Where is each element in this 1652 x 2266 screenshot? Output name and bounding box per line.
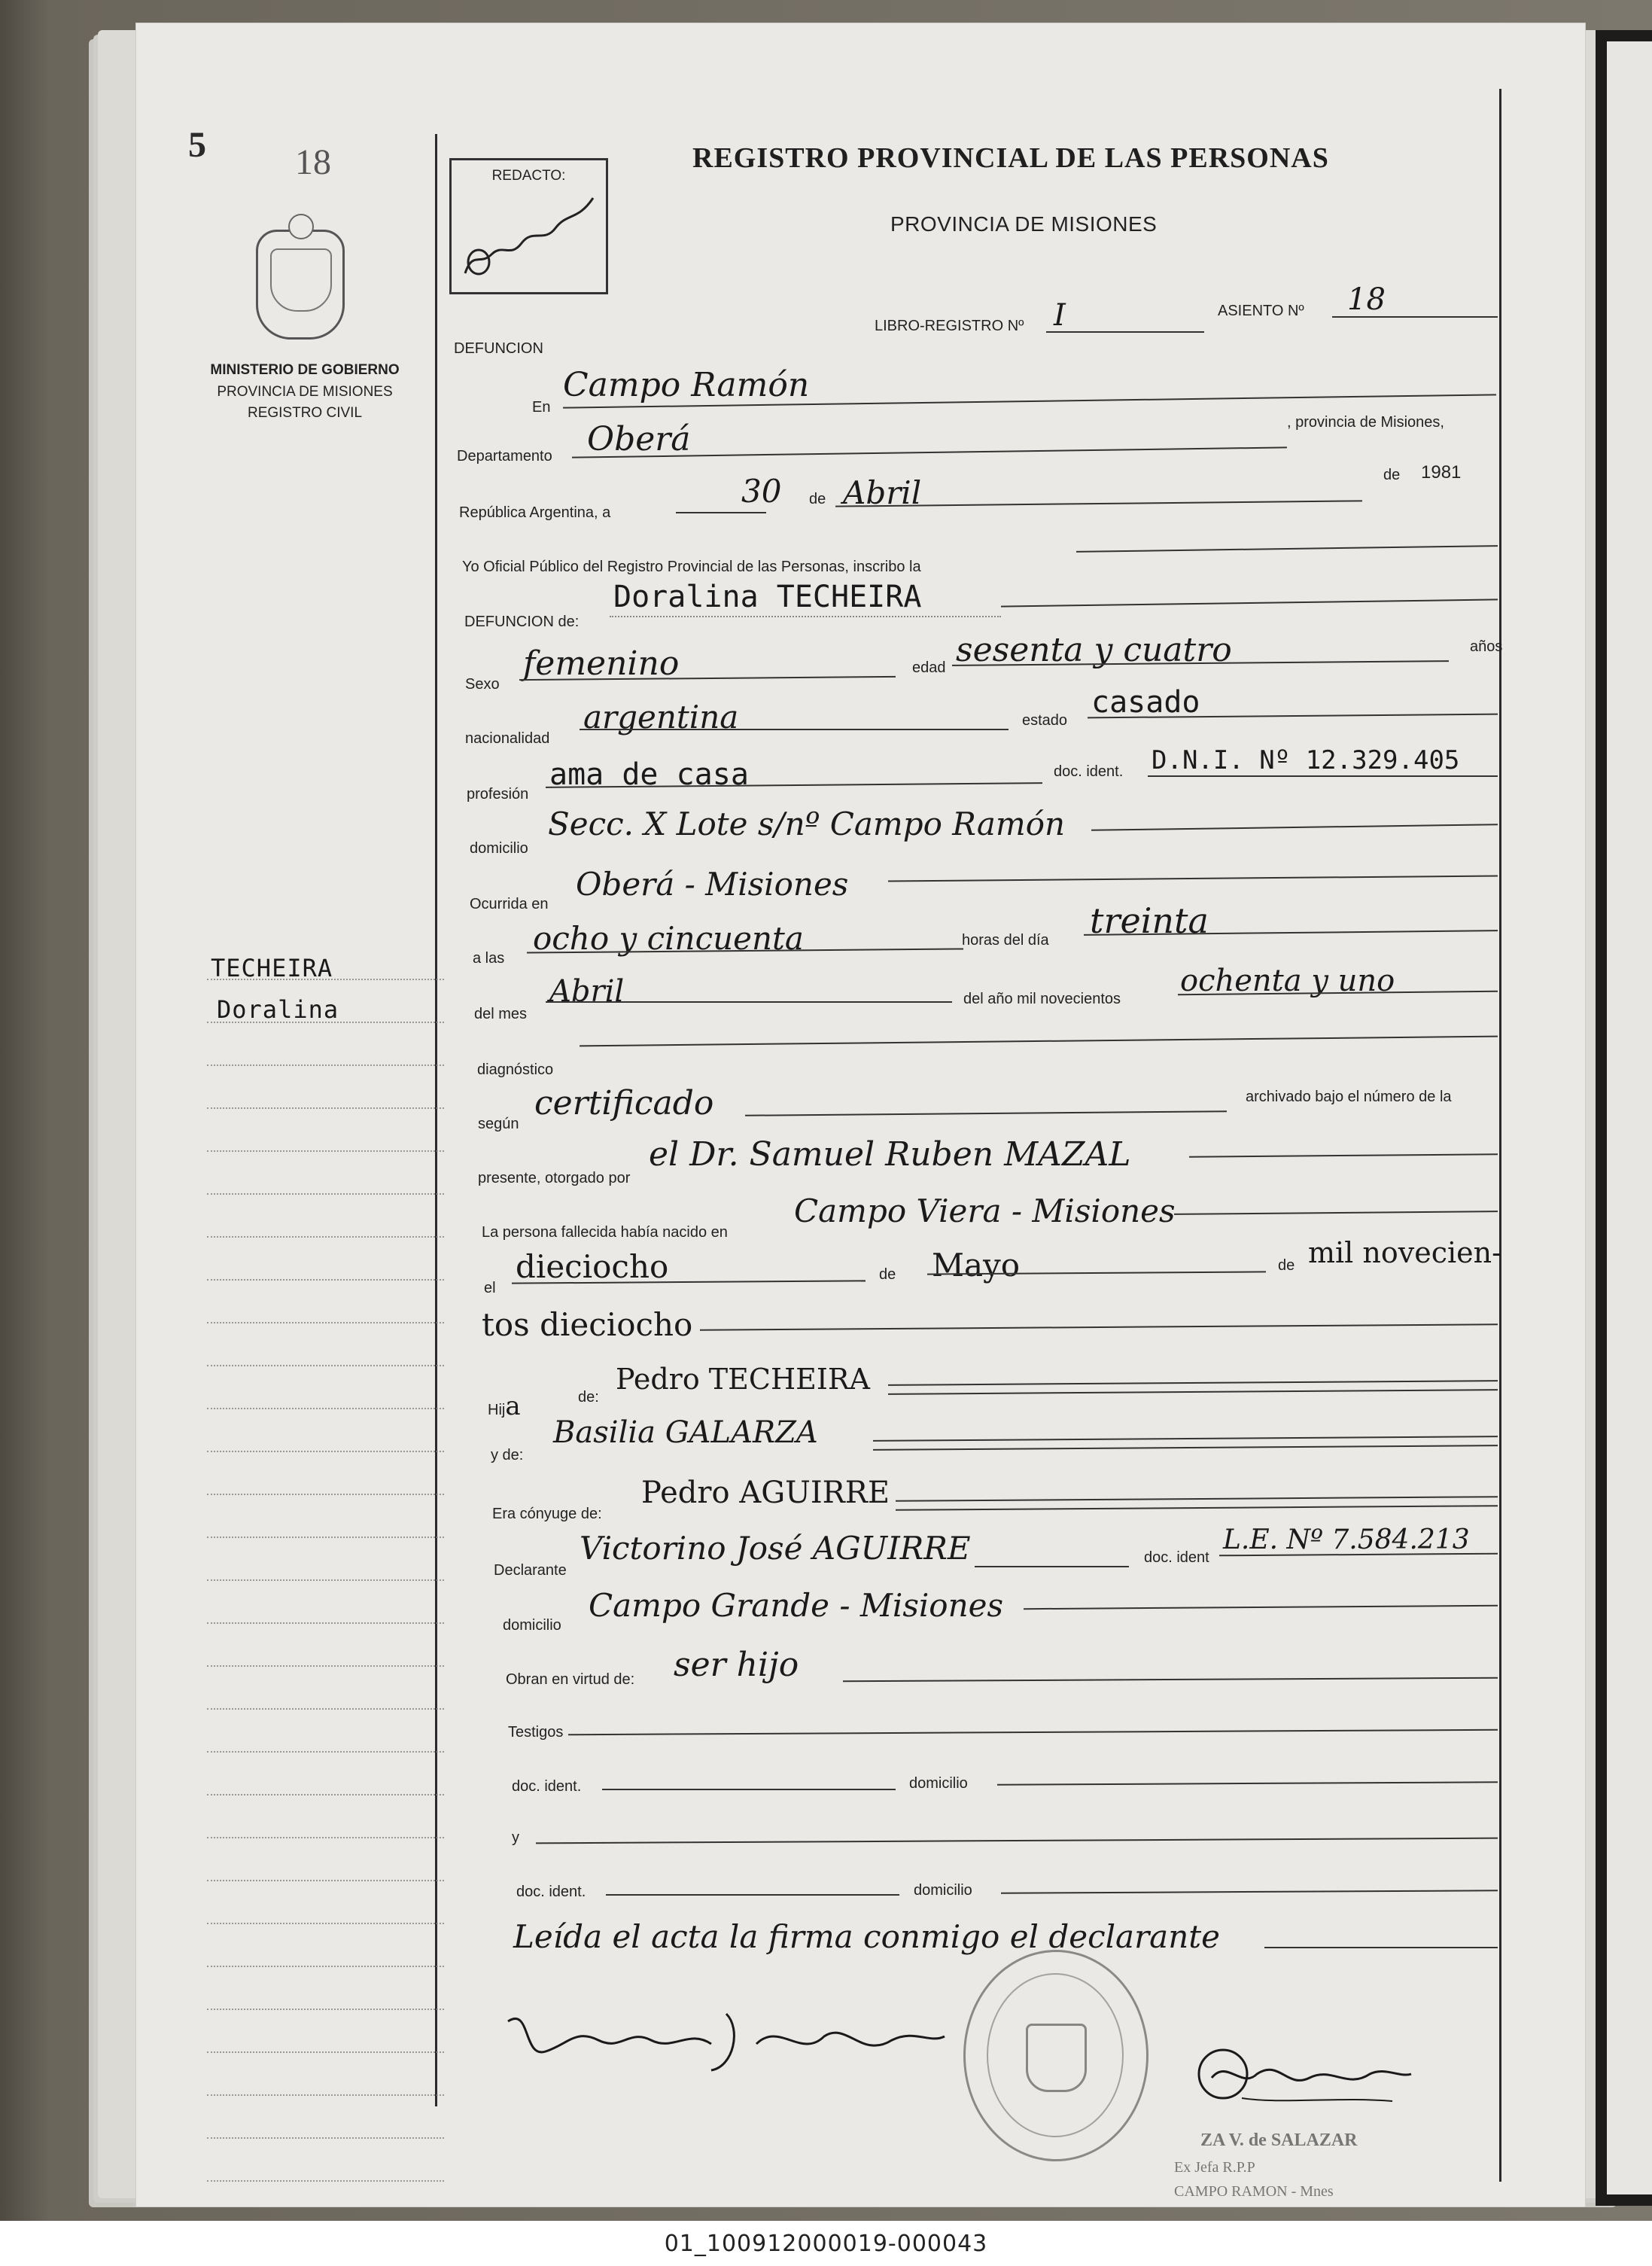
coat-of-arms-icon xyxy=(256,230,345,340)
margin-rule-line xyxy=(207,1708,444,1710)
departamento-value: Oberá xyxy=(587,420,691,458)
fecha-anio: 1981 xyxy=(1421,462,1462,483)
nacionalidad-line xyxy=(580,729,1009,730)
segun-value: certificado xyxy=(534,1084,714,1122)
asiento-label: ASIENTO Nº xyxy=(1218,303,1304,319)
padre-value: Pedro TECHEIRA xyxy=(616,1363,870,1396)
margin-rule-line xyxy=(207,1923,444,1924)
margin-rule-line xyxy=(207,1022,444,1023)
republica-label: República Argentina, a xyxy=(459,504,611,521)
presente-value: el Dr. Samuel Ruben MAZAL xyxy=(649,1135,1131,1174)
nacionalidad-value: argentina xyxy=(583,699,739,736)
asiento-value: 18 xyxy=(1347,282,1386,317)
margin-rule-line xyxy=(207,1365,444,1366)
hija-label xyxy=(488,1391,521,1421)
margin-rule-line xyxy=(207,1236,444,1238)
stamp-role: Ex Jefa R.P.P xyxy=(1174,2159,1255,2176)
delmes-line xyxy=(546,1001,952,1003)
margin-rule-line xyxy=(207,2180,444,2182)
image-caption: 01_100912000019-000043 xyxy=(664,2230,988,2257)
margin-rule-line xyxy=(207,1494,444,1495)
testigo1-doc-label: doc. ident. xyxy=(512,1778,582,1795)
document-subtitle: PROVINCIA DE MISIONES xyxy=(890,212,1158,236)
margin-rule-line xyxy=(207,1579,444,1581)
estado-value: casado xyxy=(1091,685,1200,720)
doc-label: doc. ident. xyxy=(1054,763,1124,780)
ministry-block xyxy=(188,360,421,425)
declarante-signature-icon xyxy=(500,1999,952,2082)
margin-rule-line xyxy=(207,1322,444,1323)
anio-letras-value: ochenta y uno xyxy=(1180,964,1395,998)
decl-dom-value: Campo Grande - Misiones xyxy=(589,1587,1004,1624)
official-stamp-icon xyxy=(963,1950,1148,2161)
margin-rule-line xyxy=(207,1837,444,1838)
margin-rule-line xyxy=(207,1537,444,1538)
margin-rule-line xyxy=(207,1193,444,1195)
obran-value: ser hijo xyxy=(674,1646,799,1684)
provincia-label: , provincia de Misiones, xyxy=(1287,414,1444,431)
oficial-text: Yo Oficial Público del Registro Provincial de las Personas, inscribo la xyxy=(462,559,921,575)
margin-rule-line xyxy=(207,1107,444,1109)
anios-label: años xyxy=(1470,638,1503,655)
nacido-label: La persona fallecida había nacido en xyxy=(482,1224,728,1241)
margin-rule-line xyxy=(207,2137,444,2139)
nac-anio-value-2: tos dieciocho xyxy=(482,1306,693,1343)
ministry-registry: REGISTRO CIVIL xyxy=(247,405,363,421)
conyuge-label: Era cónyuge de: xyxy=(492,1506,602,1522)
defuncion-label: DEFUNCION de: xyxy=(464,614,580,630)
hija-de-label: de: xyxy=(578,1389,599,1406)
margin-rule-line xyxy=(207,1622,444,1624)
margin-rule-line xyxy=(207,2094,444,2096)
nac-de-label: de xyxy=(879,1266,896,1283)
en-value: Campo Ramón xyxy=(563,366,810,404)
redacto-box xyxy=(449,158,608,294)
testigo2-doc-line xyxy=(606,1894,899,1896)
document-title: REGISTRO PROVINCIAL DE LAS PERSONAS xyxy=(692,142,1329,174)
testigo1-doc-line xyxy=(602,1789,896,1790)
folio-number: 18 xyxy=(295,142,331,182)
folio-stamp: 5 xyxy=(188,125,206,165)
stamp-name: ZA V. de SALAZAR xyxy=(1200,2130,1358,2150)
domicilio-label: domicilio xyxy=(470,840,528,857)
hija-suffix: a xyxy=(505,1391,521,1421)
stamp-place: CAMPO RAMON - Mnes xyxy=(1174,2183,1334,2200)
next-page-edge xyxy=(1607,41,1652,2194)
margin-given-name: Doralina xyxy=(217,995,339,1024)
domicilio-value: Secc. X Lote s/nº Campo Ramón xyxy=(548,806,1066,842)
margin-rule xyxy=(435,134,437,2106)
declarante-value: Victorino José AGUIRRE xyxy=(580,1530,971,1567)
ministry-province: PROVINCIA DE MISIONES xyxy=(217,383,393,400)
caption-bar xyxy=(0,2221,1652,2266)
sexo-label: Sexo xyxy=(465,676,500,693)
margin-rule-line xyxy=(207,1966,444,1967)
margin-rule-line xyxy=(207,2051,444,2053)
margin-rule-line xyxy=(207,1408,444,1409)
y-label: y xyxy=(512,1829,519,1846)
libro-value: I xyxy=(1054,298,1066,333)
margin-rule-line xyxy=(207,1064,444,1066)
margin-rule-line xyxy=(207,1150,444,1152)
decl-doc-value: L.E. Nº 7.584.213 xyxy=(1223,1524,1470,1555)
profesion-label: profesión xyxy=(467,786,529,803)
margin-rule-line xyxy=(207,2009,444,2010)
diagnostico-label: diagnóstico xyxy=(477,1061,554,1078)
redacto-label: REDACTO: xyxy=(491,168,566,184)
archivado-label: archivado bajo el número de la xyxy=(1246,1089,1452,1105)
cierre-text: Leída el acta la firma conmigo el declarante xyxy=(513,1918,1220,1955)
delmes-label: del mes xyxy=(474,1006,528,1022)
libro-line xyxy=(1046,331,1204,333)
margin-surname: TECHEIRA xyxy=(211,954,333,982)
nac-de-label-2: de xyxy=(1278,1257,1295,1274)
yde-label: y de: xyxy=(491,1447,524,1463)
sexo-value: femenino xyxy=(523,644,680,683)
margin-rule-line xyxy=(207,1751,444,1753)
edad-label: edad xyxy=(912,659,946,676)
segun-label: según xyxy=(478,1116,519,1132)
testigo2-doc-label: doc. ident. xyxy=(516,1884,586,1900)
madre-value: Basilia GALARZA xyxy=(553,1415,818,1450)
estado-label: estado xyxy=(1022,712,1068,729)
presente-label: presente, otorgado por xyxy=(478,1170,631,1186)
redacto-signature-icon xyxy=(458,190,601,281)
right-rule xyxy=(1499,89,1501,2182)
delmes-value: Abril xyxy=(549,974,625,1009)
edad-value: sesenta y cuatro xyxy=(956,631,1232,669)
cierre-line xyxy=(1264,1947,1498,1948)
fecha-mes: Abril xyxy=(843,474,922,511)
testigos-label: Testigos xyxy=(508,1724,564,1741)
type-label: DEFUNCION xyxy=(454,340,543,357)
nac-mes-value: Mayo xyxy=(932,1247,1021,1284)
conyuge-value: Pedro AGUIRRE xyxy=(641,1476,890,1510)
margin-rule-line xyxy=(207,979,444,980)
nacido-value: Campo Viera - Misiones xyxy=(794,1192,1176,1229)
anio-letras-label: del año mil novecientos xyxy=(963,991,1121,1007)
margin-rule-line xyxy=(207,1794,444,1795)
departamento-label: Departamento xyxy=(457,448,552,464)
alas-value: ocho y cincuenta xyxy=(533,920,804,957)
nac-dia-value: dieciocho xyxy=(516,1248,669,1285)
doc-value: D.N.I. Nº 12.329.405 xyxy=(1152,745,1460,775)
de-label: de xyxy=(809,491,826,507)
margin-rule-line xyxy=(207,1451,444,1452)
oficial-signature-icon xyxy=(1189,2036,1415,2112)
decl-doc-label: doc. ident xyxy=(1144,1549,1209,1566)
nacionalidad-label: nacionalidad xyxy=(465,730,550,747)
obran-label: Obran en virtud de: xyxy=(506,1671,635,1688)
doc-line xyxy=(1148,775,1498,777)
nac-anio-value-1: mil novecien- xyxy=(1308,1236,1501,1269)
testigo2-dom-label: domicilio xyxy=(914,1882,972,1899)
en-label: En xyxy=(532,399,551,416)
margin-rule-line xyxy=(207,1665,444,1667)
hija-prefix: Hij xyxy=(488,1402,506,1418)
alas-label: a las xyxy=(473,950,505,967)
horas-label: horas del día xyxy=(962,932,1049,949)
declarante-label: Declarante xyxy=(494,1562,567,1579)
ocurrida-label: Ocurrida en xyxy=(470,896,549,912)
de-label-2: de xyxy=(1383,467,1401,483)
asiento-line xyxy=(1332,316,1498,318)
fecha-dia: 30 xyxy=(741,473,782,510)
testigo1-dom-label: domicilio xyxy=(909,1775,968,1792)
dia-letras-value: treinta xyxy=(1090,900,1209,941)
defuncion-value: Doralina TECHEIRA xyxy=(613,580,922,614)
margin-rule-line xyxy=(207,1880,444,1881)
dia-line xyxy=(676,512,766,513)
ocurrida-value: Oberá - Misiones xyxy=(576,866,849,903)
declarante-line xyxy=(975,1566,1129,1567)
margin-rule-line xyxy=(207,1279,444,1281)
el-label: el xyxy=(484,1280,496,1296)
profesion-value: ama de casa xyxy=(549,757,749,792)
libro-label: LIBRO-REGISTRO Nº xyxy=(875,318,1024,334)
defuncion-dots xyxy=(610,616,1001,617)
ministry-title: MINISTERIO DE GOBIERNO xyxy=(210,362,400,378)
decl-dom-label: domicilio xyxy=(503,1617,561,1634)
